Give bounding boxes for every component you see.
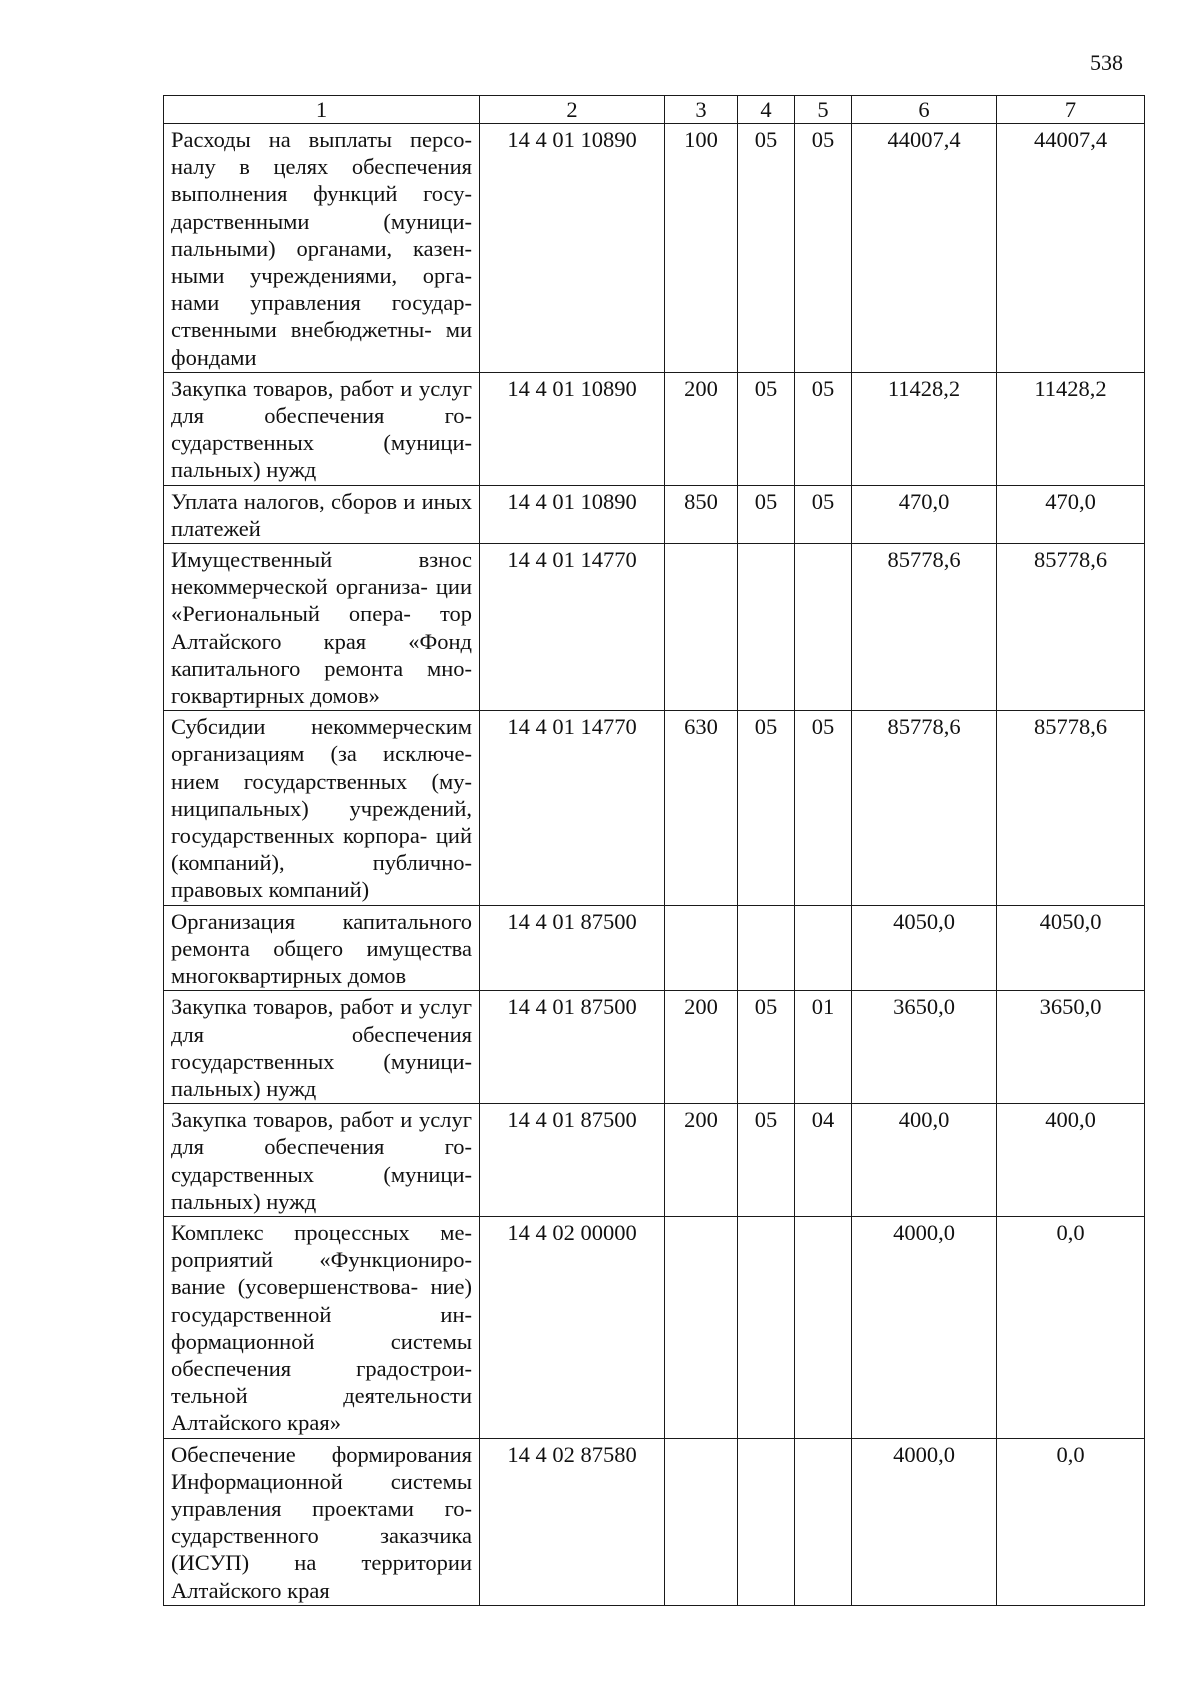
page-number: 538 [1090, 50, 1123, 75]
table-row [164, 1438, 1145, 1605]
budget-code-cell: 14 4 02 87580 [480, 1438, 665, 1605]
item-name-line: ние) государственной ин- [171, 1274, 472, 1327]
subsection-cell: 05 [795, 485, 852, 543]
item-name-line: ремонта общего имущества [171, 935, 472, 961]
item-name-line: иных платежей [171, 488, 473, 541]
item-name-line: организациям (за исключе- [171, 741, 472, 767]
item-name-line: Уплата налогов, сборов и [171, 488, 416, 514]
column-header-3: 3 [665, 96, 738, 124]
item-name-line: правовых компаний) [171, 877, 370, 903]
item-name-line: формационной системы [171, 1328, 472, 1354]
column-header-2: 2 [480, 96, 665, 124]
column-header-6: 6 [852, 96, 997, 124]
item-name-line: гоквартирных домов» [171, 683, 380, 709]
item-name-line: Расходы на выплаты персо- [171, 127, 472, 152]
item-name-cell [164, 991, 480, 1104]
expense-type-cell [665, 905, 738, 991]
item-name-line: ции «Региональный опера- [171, 574, 473, 627]
item-name-line: Организация капитального [171, 908, 472, 934]
item-name-line: капитального ремонта мно- [171, 655, 472, 681]
item-name-cell [164, 372, 480, 485]
item-name-line: тельной деятельности [171, 1383, 472, 1409]
column-header-7: 7 [997, 96, 1145, 124]
section-cell [738, 905, 795, 991]
table-row [164, 905, 1145, 991]
column-header-1: 1 [164, 96, 480, 124]
item-name-line: некоммерческой организа- [171, 574, 428, 600]
table-row [164, 544, 1145, 711]
subsection-cell: 05 [795, 124, 852, 373]
item-name-cell [164, 1104, 480, 1217]
item-name-line: многоквартирных домов [171, 963, 407, 989]
amount-col7-cell: 470,0 [997, 485, 1145, 543]
amount-col7-cell: 44007,4 [997, 124, 1145, 373]
item-name-line: ми фондами [171, 317, 472, 370]
item-name-line: сударственных (муници- [171, 430, 472, 456]
table-row [164, 485, 1145, 543]
item-name-line: Алтайского края» [171, 1410, 341, 1436]
item-name-line: роприятий «Функциониро- [171, 1247, 472, 1273]
item-name-line: пальных) нужд [171, 1075, 317, 1101]
item-name-line: Алтайского края [171, 1577, 330, 1603]
item-name-line: Субсидии некоммерческим [171, 714, 472, 740]
amount-col7-cell: 0,0 [997, 1216, 1145, 1438]
section-cell [738, 544, 795, 711]
item-name-line: выполнения функций госу- [171, 181, 472, 207]
item-name-line: пальных) нужд [171, 457, 317, 483]
amount-col7-cell: 85778,6 [997, 711, 1145, 905]
item-name-line: обеспечения градострои- [171, 1355, 472, 1381]
item-name-line: пальными) органами, казен- [171, 235, 472, 261]
table-row [164, 372, 1145, 485]
item-name-cell [164, 544, 480, 711]
budget-table [163, 95, 1145, 1606]
section-cell: 05 [738, 372, 795, 485]
expense-type-cell [665, 544, 738, 711]
budget-code-cell: 14 4 02 00000 [480, 1216, 665, 1438]
item-name-cell [164, 905, 480, 991]
item-name-line: пальных) нужд [171, 1188, 317, 1214]
subsection-cell [795, 544, 852, 711]
section-cell [738, 1438, 795, 1605]
section-cell: 05 [738, 485, 795, 543]
budget-code-cell: 14 4 01 87500 [480, 905, 665, 991]
item-name-line: ными учреждениями, орга- [171, 263, 472, 289]
item-name-line: государственных (муници- [171, 1048, 472, 1074]
subsection-cell [795, 1438, 852, 1605]
amount-col6-cell: 85778,6 [852, 711, 997, 905]
amount-col6-cell: 3650,0 [852, 991, 997, 1104]
table-row [164, 124, 1145, 373]
item-name-cell [164, 711, 480, 905]
item-name-line: ственными внебюджетны- [171, 317, 432, 343]
item-name-line: услуг для обеспечения го- [171, 1107, 472, 1160]
table-row [164, 1104, 1145, 1217]
subsection-cell: 05 [795, 711, 852, 905]
expense-type-cell: 630 [665, 711, 738, 905]
header-row [164, 96, 1145, 124]
item-name-line: ций (компаний), публично- [171, 823, 472, 876]
item-name-line: нами управления государ- [171, 290, 472, 316]
budget-code-cell: 14 4 01 10890 [480, 372, 665, 485]
table-row [164, 711, 1145, 905]
item-name-line: государственных корпора- [171, 823, 428, 849]
item-name-line: услуг для обеспечения го- [171, 375, 472, 429]
expense-type-cell: 100 [665, 124, 738, 373]
subsection-cell: 01 [795, 991, 852, 1104]
expense-type-cell: 850 [665, 485, 738, 543]
item-name-line: Закупка товаров, работ и [171, 1107, 413, 1133]
section-cell: 05 [738, 124, 795, 373]
item-name-line: дарственными (муници- [171, 208, 472, 234]
item-name-line: нием государственных (му- [171, 768, 472, 794]
amount-col6-cell: 11428,2 [852, 372, 997, 485]
budget-code-cell: 14 4 01 87500 [480, 991, 665, 1104]
expense-type-cell: 200 [665, 1104, 738, 1217]
table-row [164, 991, 1145, 1104]
subsection-cell [795, 1216, 852, 1438]
item-name-line: управления проектами го- [171, 1495, 472, 1521]
amount-col6-cell: 400,0 [852, 1104, 997, 1217]
amount-col7-cell: 11428,2 [997, 372, 1145, 485]
item-name-line: тор Алтайского края «Фонд [171, 601, 472, 654]
budget-code-cell: 14 4 01 14770 [480, 711, 665, 905]
item-name-cell [164, 1216, 480, 1438]
amount-col6-cell: 4050,0 [852, 905, 997, 991]
subsection-cell: 04 [795, 1104, 852, 1217]
amount-col7-cell: 3650,0 [997, 991, 1145, 1104]
budget-code-cell: 14 4 01 10890 [480, 485, 665, 543]
item-name-line: Имущественный взнос [171, 547, 472, 573]
amount-col6-cell: 4000,0 [852, 1216, 997, 1438]
item-name-line: ниципальных) учреждений, [171, 795, 472, 821]
expense-type-cell: 200 [665, 372, 738, 485]
amount-col7-cell: 400,0 [997, 1104, 1145, 1217]
table-body [164, 124, 1145, 1606]
expense-type-cell [665, 1438, 738, 1605]
expense-type-cell: 200 [665, 991, 738, 1104]
amount-col7-cell: 0,0 [997, 1438, 1145, 1605]
expense-type-cell [665, 1216, 738, 1438]
amount-col6-cell: 85778,6 [852, 544, 997, 711]
item-name-cell [164, 124, 480, 373]
item-name-line: вание (усовершенствова- [171, 1274, 419, 1300]
item-name-line: Информационной системы [171, 1468, 472, 1494]
item-name-line: услуг для обеспечения [171, 994, 472, 1047]
item-name-line: (ИСУП) на территории [171, 1550, 472, 1576]
item-name-line: сударственных (муници- [171, 1161, 472, 1187]
item-name-cell [164, 1438, 480, 1605]
item-name-line: Комплекс процессных ме- [171, 1219, 472, 1245]
amount-col7-cell: 85778,6 [997, 544, 1145, 711]
column-header-5: 5 [795, 96, 852, 124]
amount-col6-cell: 44007,4 [852, 124, 997, 373]
item-name-line: Закупка товаров, работ и [171, 375, 413, 401]
item-name-line: Обеспечение формирования [171, 1441, 472, 1467]
amount-col6-cell: 4000,0 [852, 1438, 997, 1605]
item-name-line: сударственного заказчика [171, 1523, 472, 1549]
amount-col7-cell: 4050,0 [997, 905, 1145, 991]
subsection-cell [795, 905, 852, 991]
budget-code-cell: 14 4 01 14770 [480, 544, 665, 711]
section-cell: 05 [738, 711, 795, 905]
budget-code-cell: 14 4 01 87500 [480, 1104, 665, 1217]
column-header-4: 4 [738, 96, 795, 124]
budget-code-cell: 14 4 01 10890 [480, 124, 665, 373]
section-cell [738, 1216, 795, 1438]
item-name-line: Закупка товаров, работ и [171, 994, 413, 1020]
section-cell: 05 [738, 1104, 795, 1217]
table-row [164, 1216, 1145, 1438]
table-header [164, 96, 1145, 124]
item-name-cell [164, 485, 480, 543]
amount-col6-cell: 470,0 [852, 485, 997, 543]
subsection-cell: 05 [795, 372, 852, 485]
item-name-line: налу в целях обеспечения [171, 154, 472, 180]
section-cell: 05 [738, 991, 795, 1104]
